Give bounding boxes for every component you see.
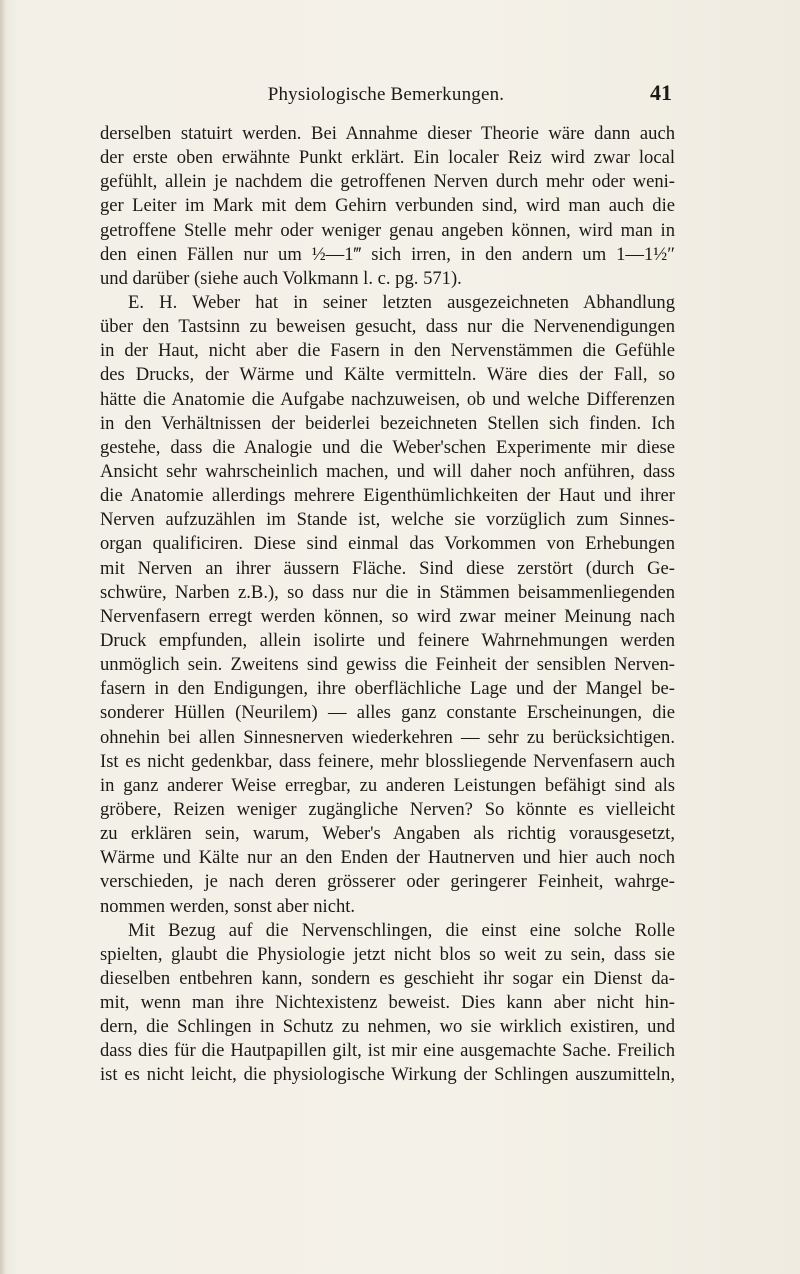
text-line: den einen Fällen nur um ½—1‴ sich irren, in den andern um 1—1½″ xyxy=(100,243,675,265)
text-line: schwüre, Narben z.B.), so dass nur die in Stämmen beisammenliegenden xyxy=(100,581,675,603)
text-line: dass dies für die Hautpapillen gilt, ist mir eine ausgemachte Sache. Freilich xyxy=(100,1040,675,1062)
text-line: gröbere, Reizen weniger zugängliche Nerven? So könnte es vielleicht xyxy=(100,798,675,820)
text-line: mit, wenn man ihre Nichtexistenz beweist. Dies kann aber nicht hin- xyxy=(100,992,675,1014)
text-line: Mit Bezug auf die Nervenschlingen, die einst eine solche Rolle xyxy=(128,919,675,941)
text-line: in den Verhältnissen der beiderlei bezeichneten Stellen sich finden. Ich xyxy=(100,412,675,434)
text-line: Ansicht sehr wahrscheinlich machen, und will daher noch anführen, dass xyxy=(100,460,675,482)
text-line: derselben statuirt werden. Bei Annahme dieser Theorie wäre dann auch xyxy=(100,123,675,144)
text-line: verschieden, je nach deren grösserer oder geringerer Feinheit, wahrge- xyxy=(100,871,675,893)
text-line: ger Leiter im Mark mit dem Gehirn verbunden sind, wird man auch die xyxy=(100,195,675,217)
text-line: mit Nerven an ihrer äussern Fläche. Sind diese zerstört (durch Ge- xyxy=(100,557,675,579)
text-line: Nerven aufzuzählen im Stande ist, welche sie vorzüglich zum Sinnes- xyxy=(100,509,675,531)
text-line: unmöglich sein. Zweitens sind gewiss die Feinheit der sensiblen Nerven- xyxy=(100,654,675,676)
text-line: organ qualificiren. Diese sind einmal das Vorkommen von Erhebungen xyxy=(100,533,675,555)
text-line: getroffene Stelle mehr oder weniger genau angeben können, wird man in xyxy=(100,219,675,241)
text-line: über den Tastsinn zu beweisen gesucht, dass nur die Nervenendigungen xyxy=(100,316,675,338)
text-line: in ganz anderer Weise erregbar, zu anderen Leistungen befähigt sind als xyxy=(100,774,675,796)
text-line: dern, die Schlingen in Schutz zu nehmen, wo sie wirklich existiren, und xyxy=(100,1016,675,1038)
text-line: Ist es nicht gedenkbar, dass feinere, mehr blossliegende Nervenfasern auch xyxy=(100,750,675,772)
body-text xyxy=(100,122,675,1088)
text-line: gestehe, dass die Analogie und die Weber'schen Experimente mir diese xyxy=(100,436,675,458)
text-line: ohnehin bei allen Sinnesnerven wiederkehren — sehr zu berücksichtigen. xyxy=(100,726,675,748)
text-line: und darüber (siehe auch Volkmann l. c. pg. 571). xyxy=(100,267,462,289)
text-line: der erste oben erwähnte Punkt erklärt. Ein localer Reiz wird zwar local xyxy=(100,147,675,169)
page-header xyxy=(100,80,672,110)
text-line: nommen werden, sonst aber nicht. xyxy=(100,895,356,917)
text-line: Druck empfunden, allein isolirte und feinere Wahrnehmungen werden xyxy=(100,629,675,651)
running-head: Physiologische Bemerkungen. xyxy=(267,84,505,105)
text-line: sonderer Hüllen (Neurilem) — alles ganz constante Erscheinungen, die xyxy=(100,702,675,724)
text-line: fasern in den Endigungen, ihre oberflächliche Lage und der Mangel be- xyxy=(100,678,675,700)
page-edge-shadow xyxy=(0,0,6,1274)
text-line: zu erklären sein, warum, Weber's Angaben als richtig vorausgesetzt, xyxy=(100,823,675,845)
page-number: 41 xyxy=(650,80,672,105)
text-line: gefühlt, allein je nachdem die getroffenen Nerven durch mehr oder weni- xyxy=(100,171,675,193)
text-line: des Drucks, der Wärme und Kälte vermitteln. Wäre dies der Fall, so xyxy=(100,364,675,386)
text-line: ist es nicht leicht, die physiologische Wirkung der Schlingen auszumitteln, xyxy=(100,1064,675,1086)
text-line: E. H. Weber hat in seiner letzten ausgezeichneten Abhandlung xyxy=(128,291,675,313)
text-line: Nervenfasern erregt werden können, so wird zwar meiner Meinung nach xyxy=(100,605,675,627)
text-line: die Anatomie allerdings mehrere Eigenthümlichkeiten der Haut und ihrer xyxy=(100,485,675,507)
text-line: hätte die Anatomie die Aufgabe nachzuweisen, ob und welche Differenzen xyxy=(100,388,675,410)
text-line: Wärme und Kälte nur an den Enden der Hautnerven und hier auch noch xyxy=(100,847,675,869)
text-line: dieselben entbehren kann, sondern es geschieht ihr sogar ein Dienst da- xyxy=(100,967,675,989)
text-line: in der Haut, nicht aber die Fasern in den Nervenstämmen die Gefühle xyxy=(100,340,675,362)
text-line: spielten, glaubt die Physiologie jetzt nicht blos so weit zu sein, dass sie xyxy=(100,943,675,965)
